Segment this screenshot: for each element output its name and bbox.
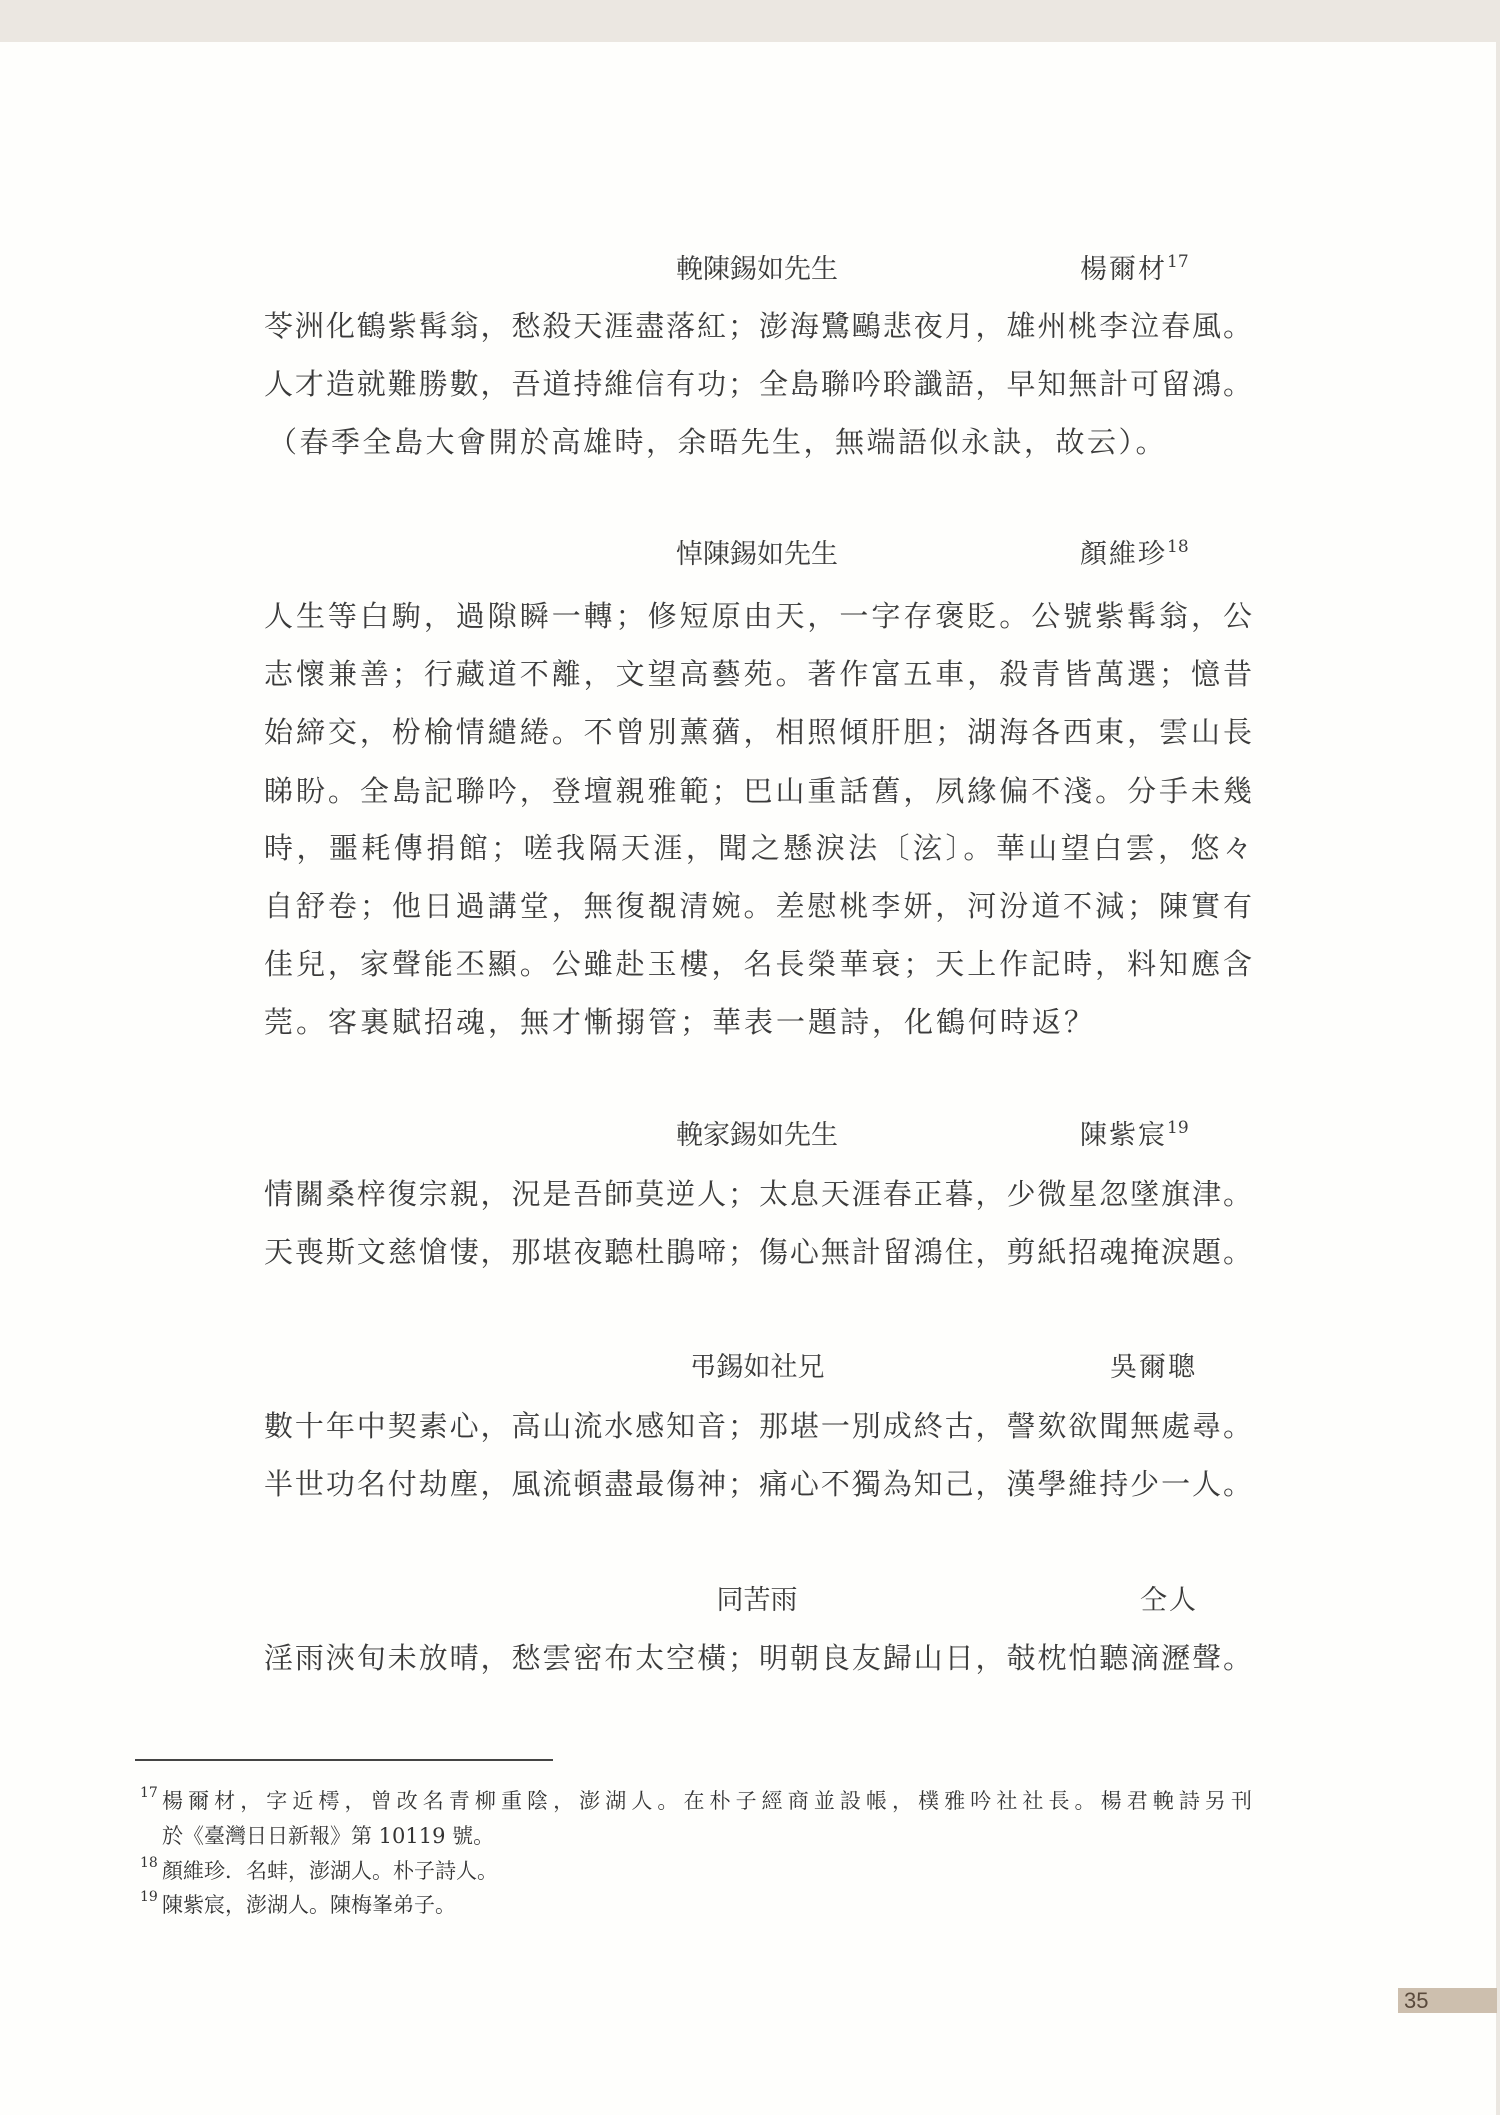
footnote-text: 於《臺灣日日新報》第 10119 號。: [162, 1824, 495, 1848]
poem-line: 自舒卷；他日過講堂，無復覩清婉。差慰桃李妍，河汾道不減；陳實有: [264, 889, 1252, 923]
footnote-ref: 19: [1167, 1118, 1189, 1138]
footnote-number: 19: [140, 1889, 158, 1905]
poem-line: 天喪斯文慈愴悽，那堪夜聽杜鵑啼；傷心無計留鴻住，剪紙招魂掩淚題。: [264, 1235, 1252, 1269]
footnote-text: 陳紫宸，澎湖人。陳梅峯弟子。: [162, 1893, 456, 1917]
poem-line: 苓洲化鶴紫髯翁，愁殺天涯盡落紅；澎海鷺鷗悲夜月，雄州桃李泣春風。: [264, 309, 1252, 343]
poem-author: 吳爾聰: [1110, 1352, 1197, 1383]
scan-right-edge: [1496, 0, 1500, 2115]
author-name: 楊爾材: [1080, 254, 1167, 285]
poem-title: 弔錫如社兄: [689, 1352, 825, 1383]
poem-line: 莞。客裏賦招魂，無才慚搦管；華表一題詩，化鶴何時返？: [264, 1005, 1097, 1039]
author-name: 顏維珍: [1080, 539, 1167, 570]
author-name: 陳紫宸: [1080, 1120, 1167, 1151]
footnote-ref: 18: [1167, 537, 1189, 557]
poem-line: 數十年中契素心，高山流水感知音；那堪一別成終古，謦欬欲聞無處尋。: [264, 1409, 1252, 1443]
poem-author: [1080, 252, 1230, 288]
poem-note: （春季全島大會開於高雄時，余晤先生，無端語似永訣，故云）。: [268, 425, 1168, 459]
poem-line: 睇盼。全島記聯吟，登壇親雅範；巴山重話舊，夙緣偏不淺。分手未幾: [264, 774, 1252, 808]
poem-title: 輓陳錫如先生: [676, 254, 838, 285]
poem-title: 同苦雨: [716, 1585, 798, 1616]
footnote-number: 17: [140, 1785, 158, 1801]
scan-top-band: [0, 0, 1500, 42]
page-number: 35: [1398, 1988, 1497, 2013]
footnote-text: 顏維珍．名蚌，澎湖人。朴子詩人。: [162, 1859, 498, 1883]
poem-line: 情關桑梓復宗親，況是吾師莫逆人；太息天涯春正暮，少微星忽墜旗津。: [264, 1177, 1252, 1211]
poem-author: [1080, 537, 1230, 573]
poem-line: 佳兒，家聲能丕顯。公雖赴玉樓，名長榮華衰；天上作記時，料知應含: [264, 947, 1252, 981]
footnote-ref: 17: [1167, 252, 1189, 272]
poem-line: 時，噩耗傳捐館；嗟我隔天涯，聞之懸淚法〔泫〕。華山望白雲，悠々: [264, 831, 1252, 865]
poem-author: [1080, 1118, 1230, 1154]
footnote-text: 楊爾材，字近樗，曾改名青柳重陰，澎湖人。在朴子經商並設帳，樸雅吟社社長。楊君輓詩另刊: [162, 1789, 1252, 1813]
poem-title: 輓家錫如先生: [676, 1120, 838, 1151]
poem-author: 仝人: [1140, 1585, 1198, 1616]
poem-line: 人生等白駒，過隙瞬一轉；修短原由天，一字存褒貶。公號紫髯翁，公: [264, 599, 1252, 633]
poem-title: 悼陳錫如先生: [676, 539, 838, 570]
footnote-divider: [135, 1759, 553, 1761]
footnote-number: 18: [140, 1855, 158, 1871]
poem-line: 始締交，枌榆情繾綣。不曾別薰蕕，相照傾肝胆；湖海各西東，雲山長: [264, 715, 1252, 749]
poem-line: 人才造就難勝數，吾道持維信有功；全島聯吟聆讖語，早知無計可留鴻。: [264, 367, 1252, 401]
poem-line: 半世功名付劫塵，風流頓盡最傷神；痛心不獨為知己，漢學維持少一人。: [264, 1467, 1252, 1501]
poem-line: 志懷兼善；行藏道不離，文望高藝苑。著作富五車，殺青皆萬選；憶昔: [264, 657, 1252, 691]
poem-line: 淫雨浹旬未放晴，愁雲密布太空橫；明朝良友歸山日，攲枕怕聽滴瀝聲。: [264, 1641, 1252, 1675]
